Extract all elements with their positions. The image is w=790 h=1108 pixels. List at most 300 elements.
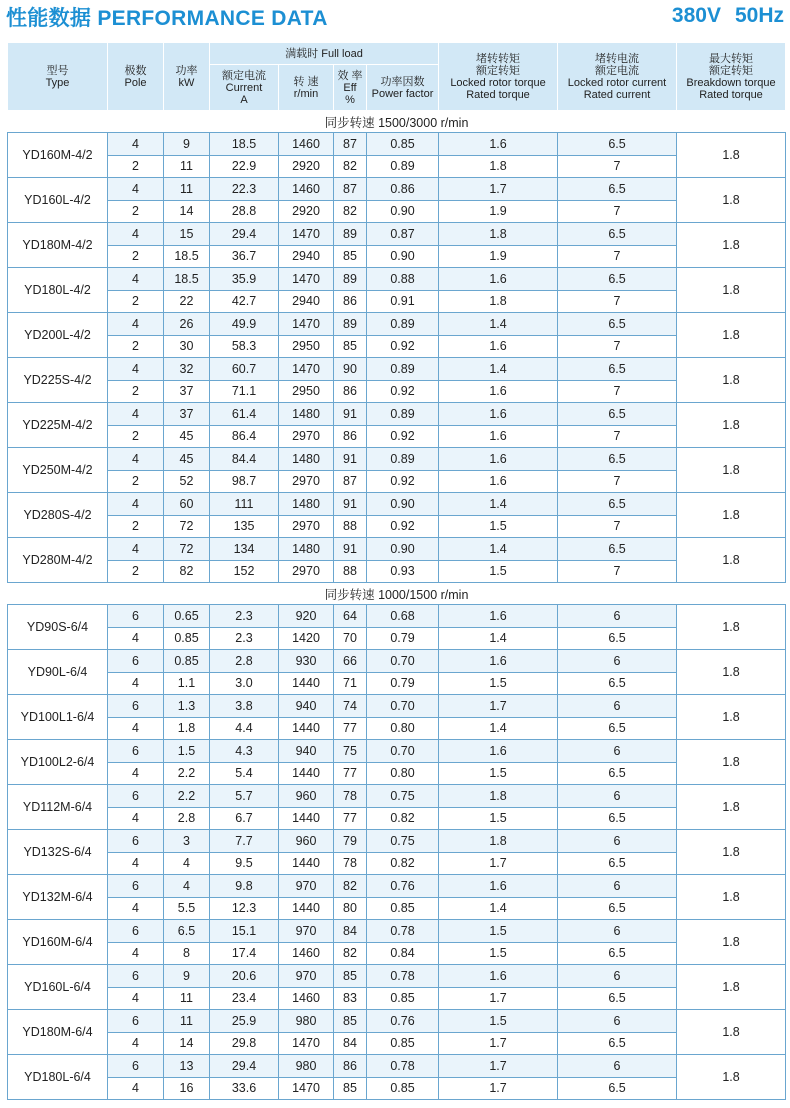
table-cell: 18.5: [164, 245, 210, 268]
table-cell: 6.5: [558, 897, 677, 920]
table-cell: 2: [108, 515, 164, 538]
table-cell: 4: [108, 1032, 164, 1055]
table-cell: 0.87: [367, 223, 439, 246]
table-cell: 66: [334, 650, 367, 673]
table-cell: 1470: [279, 1032, 334, 1055]
table-row: [8, 650, 786, 673]
table-row: [8, 223, 786, 246]
table-cell: 77: [334, 717, 367, 740]
table-cell: 0.90: [367, 245, 439, 268]
table-cell: 1420: [279, 627, 334, 650]
table-cell: 1.9: [439, 200, 558, 223]
table-cell: 1440: [279, 762, 334, 785]
table-cell: 4: [108, 493, 164, 516]
table-cell: 0.92: [367, 380, 439, 403]
model-type: YD100L1-6/4: [8, 695, 108, 740]
table-cell: 1470: [279, 268, 334, 291]
table-cell: 79: [334, 830, 367, 853]
table-cell: 1.7: [439, 1077, 558, 1100]
breakdown-torque: 1.8: [677, 538, 786, 583]
col-type: 型号 Type: [8, 43, 108, 111]
table-cell: 4: [108, 807, 164, 830]
model-type: YD112M-6/4: [8, 785, 108, 830]
model-type: YD180L-4/2: [8, 268, 108, 313]
table-cell: 6: [558, 785, 677, 808]
table-row: [8, 762, 786, 785]
table-cell: 4: [108, 313, 164, 336]
table-cell: 82: [164, 560, 210, 583]
table-cell: 1.5: [439, 807, 558, 830]
table-cell: 4: [164, 875, 210, 898]
table-cell: 0.88: [367, 268, 439, 291]
table-cell: 960: [279, 830, 334, 853]
table-cell: 4: [108, 897, 164, 920]
table-cell: 0.76: [367, 875, 439, 898]
table-cell: 134: [210, 538, 279, 561]
table-cell: 15: [164, 223, 210, 246]
table-cell: 111: [210, 493, 279, 516]
table-cell: 1.6: [439, 470, 558, 493]
table-cell: 2: [108, 335, 164, 358]
table-cell: 980: [279, 1055, 334, 1078]
table-cell: 4: [108, 987, 164, 1010]
table-cell: 11: [164, 178, 210, 201]
table-cell: 0.92: [367, 335, 439, 358]
table-row: [8, 470, 786, 493]
table-cell: 7.7: [210, 830, 279, 853]
table-row: [8, 605, 786, 628]
table-cell: 1.8: [164, 717, 210, 740]
table-cell: 2920: [279, 200, 334, 223]
table-cell: 6.5: [558, 403, 677, 426]
col-power-factor: 功率因数 Power factor: [367, 65, 439, 111]
table-cell: 17.4: [210, 942, 279, 965]
table-cell: 52: [164, 470, 210, 493]
table-cell: 0.70: [367, 650, 439, 673]
table-cell: 78: [334, 785, 367, 808]
table-cell: 2.2: [164, 762, 210, 785]
table-cell: 6.5: [558, 1032, 677, 1055]
table-row: [8, 852, 786, 875]
table-cell: 29.8: [210, 1032, 279, 1055]
table-cell: 1.6: [439, 335, 558, 358]
table-cell: 89: [334, 268, 367, 291]
table-cell: 2: [108, 290, 164, 313]
model-type: YD180L-6/4: [8, 1055, 108, 1100]
table-cell: 4: [108, 852, 164, 875]
table-cell: 1.5: [164, 740, 210, 763]
table-cell: 1.6: [439, 133, 558, 156]
table-cell: 60: [164, 493, 210, 516]
model-type: YD100L2-6/4: [8, 740, 108, 785]
table-cell: 940: [279, 740, 334, 763]
table-cell: 0.65: [164, 605, 210, 628]
table-cell: 1.5: [439, 762, 558, 785]
table-cell: 7: [558, 155, 677, 178]
table-cell: 75: [334, 740, 367, 763]
table-row: [8, 807, 786, 830]
table-cell: 6.5: [558, 448, 677, 471]
table-cell: 23.4: [210, 987, 279, 1010]
table-cell: 1.6: [439, 650, 558, 673]
table-cell: 2: [108, 245, 164, 268]
table-cell: 6.5: [558, 807, 677, 830]
breakdown-torque: 1.8: [677, 1055, 786, 1100]
table-cell: 1.6: [439, 448, 558, 471]
col-eff: 效 率 Eff %: [334, 65, 367, 111]
table-cell: 6.5: [558, 223, 677, 246]
table-cell: 1.5: [439, 942, 558, 965]
table-row: [8, 268, 786, 291]
table-cell: 1480: [279, 538, 334, 561]
table-cell: 6.5: [558, 268, 677, 291]
table-cell: 1.4: [439, 717, 558, 740]
table-cell: 1.6: [439, 965, 558, 988]
table-cell: 14: [164, 200, 210, 223]
table-cell: 22: [164, 290, 210, 313]
table-cell: 1.3: [164, 695, 210, 718]
table-cell: 1.8: [439, 830, 558, 853]
table-cell: 6.5: [558, 133, 677, 156]
table-cell: 42.7: [210, 290, 279, 313]
table-cell: 85: [334, 1077, 367, 1100]
table-cell: 6.5: [558, 672, 677, 695]
table-cell: 7: [558, 560, 677, 583]
table-cell: 1460: [279, 987, 334, 1010]
table-row: [8, 875, 786, 898]
power-spec: [672, 4, 784, 28]
table-cell: 6.5: [558, 942, 677, 965]
section-header: [8, 583, 786, 605]
table-row: [8, 425, 786, 448]
table-cell: 0.76: [367, 1010, 439, 1033]
table-cell: 6: [558, 605, 677, 628]
table-cell: 85: [334, 1010, 367, 1033]
table-cell: 88: [334, 560, 367, 583]
table-row: [8, 627, 786, 650]
table-cell: 0.78: [367, 965, 439, 988]
table-cell: 0.68: [367, 605, 439, 628]
table-cell: 0.80: [367, 762, 439, 785]
table-cell: 1440: [279, 897, 334, 920]
table-cell: 0.78: [367, 1055, 439, 1078]
table-cell: 71: [334, 672, 367, 695]
table-cell: 1.6: [439, 605, 558, 628]
table-cell: 11: [164, 155, 210, 178]
table-cell: 6: [558, 740, 677, 763]
table-cell: 4: [108, 178, 164, 201]
table-cell: 960: [279, 785, 334, 808]
table-cell: 1470: [279, 358, 334, 381]
page-title: [6, 2, 328, 32]
model-type: YD180M-4/2: [8, 223, 108, 268]
table-cell: 6: [558, 1055, 677, 1078]
table-cell: 1.6: [439, 875, 558, 898]
table-cell: 0.91: [367, 290, 439, 313]
table-row: [8, 358, 786, 381]
table-cell: 1.6: [439, 403, 558, 426]
table-cell: 0.90: [367, 538, 439, 561]
breakdown-torque: 1.8: [677, 358, 786, 403]
table-cell: 4: [164, 852, 210, 875]
frequency-label: 50Hz: [734, 4, 784, 27]
table-cell: 1.8: [439, 290, 558, 313]
table-cell: 2: [108, 560, 164, 583]
table-cell: 4: [108, 1077, 164, 1100]
table-cell: 28.8: [210, 200, 279, 223]
table-cell: 78: [334, 852, 367, 875]
breakdown-torque: 1.8: [677, 133, 786, 178]
table-cell: 4.3: [210, 740, 279, 763]
table-cell: 25.9: [210, 1010, 279, 1033]
breakdown-torque: 1.8: [677, 403, 786, 448]
table-cell: 6.5: [558, 358, 677, 381]
table-cell: 82: [334, 942, 367, 965]
table-cell: 6.5: [558, 852, 677, 875]
table-cell: 0.82: [367, 852, 439, 875]
table-cell: 2950: [279, 380, 334, 403]
table-cell: 6: [108, 875, 164, 898]
model-type: YD180M-6/4: [8, 1010, 108, 1055]
table-cell: 1.1: [164, 672, 210, 695]
table-cell: 37: [164, 380, 210, 403]
table-cell: 0.78: [367, 920, 439, 943]
table-cell: 18.5: [164, 268, 210, 291]
table-cell: 26: [164, 313, 210, 336]
table-cell: 2940: [279, 290, 334, 313]
model-type: YD225S-4/2: [8, 358, 108, 403]
table-cell: 16: [164, 1077, 210, 1100]
table-cell: 6.5: [558, 762, 677, 785]
table-cell: 0.92: [367, 515, 439, 538]
table-cell: 4: [108, 223, 164, 246]
breakdown-torque: 1.8: [677, 920, 786, 965]
table-cell: 0.89: [367, 155, 439, 178]
section-header: [8, 111, 786, 133]
table-cell: 0.89: [367, 403, 439, 426]
table-cell: 0.70: [367, 740, 439, 763]
table-body: [8, 111, 786, 1100]
table-cell: 9.8: [210, 875, 279, 898]
model-type: YD90S-6/4: [8, 605, 108, 650]
table-cell: 77: [334, 807, 367, 830]
col-breakdown-torque: 最大转矩 额定转矩 Breakdown torque Rated torque: [677, 43, 786, 111]
table-row: [8, 178, 786, 201]
table-row: [8, 200, 786, 223]
table-cell: 15.1: [210, 920, 279, 943]
table-cell: 0.85: [367, 1032, 439, 1055]
table-cell: 2970: [279, 425, 334, 448]
performance-table: [7, 42, 786, 1100]
table-cell: 1460: [279, 942, 334, 965]
title-en: PERFORMANCE DATA: [97, 7, 328, 30]
table-row: [8, 672, 786, 695]
table-cell: 29.4: [210, 1055, 279, 1078]
table-cell: 4: [108, 627, 164, 650]
table-row: [8, 245, 786, 268]
table-cell: 1.5: [439, 920, 558, 943]
table-cell: 91: [334, 403, 367, 426]
table-cell: 1.6: [439, 425, 558, 448]
table-cell: 152: [210, 560, 279, 583]
table-cell: 1.4: [439, 313, 558, 336]
table-cell: 0.79: [367, 672, 439, 695]
table-cell: 6: [108, 1010, 164, 1033]
table-cell: 74: [334, 695, 367, 718]
table-cell: 920: [279, 605, 334, 628]
table-cell: 1.5: [439, 515, 558, 538]
table-cell: 1460: [279, 133, 334, 156]
table-cell: 1.4: [439, 358, 558, 381]
table-cell: 13: [164, 1055, 210, 1078]
table-cell: 30: [164, 335, 210, 358]
model-type: YD160M-4/2: [8, 133, 108, 178]
table-cell: 0.92: [367, 470, 439, 493]
table-cell: 87: [334, 470, 367, 493]
table-cell: 4: [108, 403, 164, 426]
table-cell: 1440: [279, 672, 334, 695]
table-cell: 85: [334, 965, 367, 988]
table-cell: 2: [108, 425, 164, 448]
table-cell: 1.7: [439, 987, 558, 1010]
table-cell: 1.4: [439, 493, 558, 516]
table-cell: 6: [558, 920, 677, 943]
model-type: YD280S-4/2: [8, 493, 108, 538]
table-cell: 1.4: [439, 627, 558, 650]
table-cell: 9.5: [210, 852, 279, 875]
table-cell: 91: [334, 493, 367, 516]
table-cell: 7: [558, 200, 677, 223]
table-cell: 4: [108, 762, 164, 785]
table-cell: 98.7: [210, 470, 279, 493]
table-cell: 2.3: [210, 627, 279, 650]
table-cell: 2: [108, 200, 164, 223]
table-row: [8, 155, 786, 178]
table-cell: 0.75: [367, 785, 439, 808]
table-cell: 70: [334, 627, 367, 650]
table-cell: 0.86: [367, 178, 439, 201]
table-cell: 1.4: [439, 897, 558, 920]
table-cell: 12.3: [210, 897, 279, 920]
table-cell: 930: [279, 650, 334, 673]
table-cell: 5.4: [210, 762, 279, 785]
table-cell: 0.84: [367, 942, 439, 965]
table-cell: 8: [164, 942, 210, 965]
table-cell: 82: [334, 875, 367, 898]
table-cell: 85: [334, 335, 367, 358]
table-cell: 1.4: [439, 538, 558, 561]
col-locked-torque: 堵转转矩 额定转矩 Locked rotor torque Rated torque: [439, 43, 558, 111]
model-type: YD200L-4/2: [8, 313, 108, 358]
table-cell: 1.6: [439, 740, 558, 763]
table-cell: 0.80: [367, 717, 439, 740]
table-cell: 0.85: [164, 650, 210, 673]
table-cell: 9: [164, 965, 210, 988]
table-row: [8, 538, 786, 561]
table-cell: 2970: [279, 515, 334, 538]
table-row: [8, 942, 786, 965]
breakdown-torque: 1.8: [677, 1010, 786, 1055]
table-cell: 4: [108, 268, 164, 291]
table-cell: 37: [164, 403, 210, 426]
table-cell: 6.5: [558, 313, 677, 336]
table-cell: 84: [334, 920, 367, 943]
table-cell: 2: [108, 470, 164, 493]
table-cell: 89: [334, 223, 367, 246]
table-cell: 1.7: [439, 178, 558, 201]
table-cell: 7: [558, 245, 677, 268]
table-row: [8, 335, 786, 358]
table-row: [8, 965, 786, 988]
table-cell: 11: [164, 987, 210, 1010]
table-cell: 0.82: [367, 807, 439, 830]
table-row: [8, 313, 786, 336]
model-type: YD160M-6/4: [8, 920, 108, 965]
breakdown-torque: 1.8: [677, 785, 786, 830]
table-cell: 83: [334, 987, 367, 1010]
table-cell: 7: [558, 515, 677, 538]
table-row: [8, 515, 786, 538]
table-cell: 6: [558, 695, 677, 718]
table-cell: 71.1: [210, 380, 279, 403]
table-row: [8, 1055, 786, 1078]
table-cell: 7: [558, 380, 677, 403]
table-cell: 6.5: [558, 178, 677, 201]
table-cell: 1.6: [439, 268, 558, 291]
table-cell: 14: [164, 1032, 210, 1055]
table-cell: 6: [108, 695, 164, 718]
table-row: [8, 403, 786, 426]
breakdown-torque: 1.8: [677, 740, 786, 785]
table-cell: 2.2: [164, 785, 210, 808]
breakdown-torque: 1.8: [677, 965, 786, 1010]
table-cell: 36.7: [210, 245, 279, 268]
table-cell: 91: [334, 448, 367, 471]
table-cell: 85: [334, 245, 367, 268]
table-cell: 6: [558, 965, 677, 988]
table-cell: 84: [334, 1032, 367, 1055]
table-row: [8, 448, 786, 471]
table-cell: 1.7: [439, 1055, 558, 1078]
table-cell: 0.89: [367, 358, 439, 381]
table-cell: 1470: [279, 223, 334, 246]
breakdown-torque: 1.8: [677, 875, 786, 920]
table-cell: 6.5: [164, 920, 210, 943]
table-cell: 1.5: [439, 672, 558, 695]
table-cell: 72: [164, 538, 210, 561]
table-cell: 6.5: [558, 538, 677, 561]
table-cell: 6: [108, 1055, 164, 1078]
table-row: [8, 560, 786, 583]
table-cell: 1.7: [439, 1032, 558, 1055]
table-cell: 4: [108, 133, 164, 156]
table-row: [8, 1032, 786, 1055]
table-cell: 7: [558, 335, 677, 358]
model-type: YD132S-6/4: [8, 830, 108, 875]
table-cell: 1480: [279, 448, 334, 471]
table-cell: 91: [334, 538, 367, 561]
table-cell: 1480: [279, 403, 334, 426]
table-cell: 1.5: [439, 1010, 558, 1033]
table-cell: 970: [279, 920, 334, 943]
col-pole: 极数 Pole: [108, 43, 164, 111]
table-cell: 6: [558, 1010, 677, 1033]
table-cell: 135: [210, 515, 279, 538]
table-row: [8, 380, 786, 403]
table-cell: 87: [334, 133, 367, 156]
table-cell: 86.4: [210, 425, 279, 448]
table-cell: 6.5: [558, 717, 677, 740]
